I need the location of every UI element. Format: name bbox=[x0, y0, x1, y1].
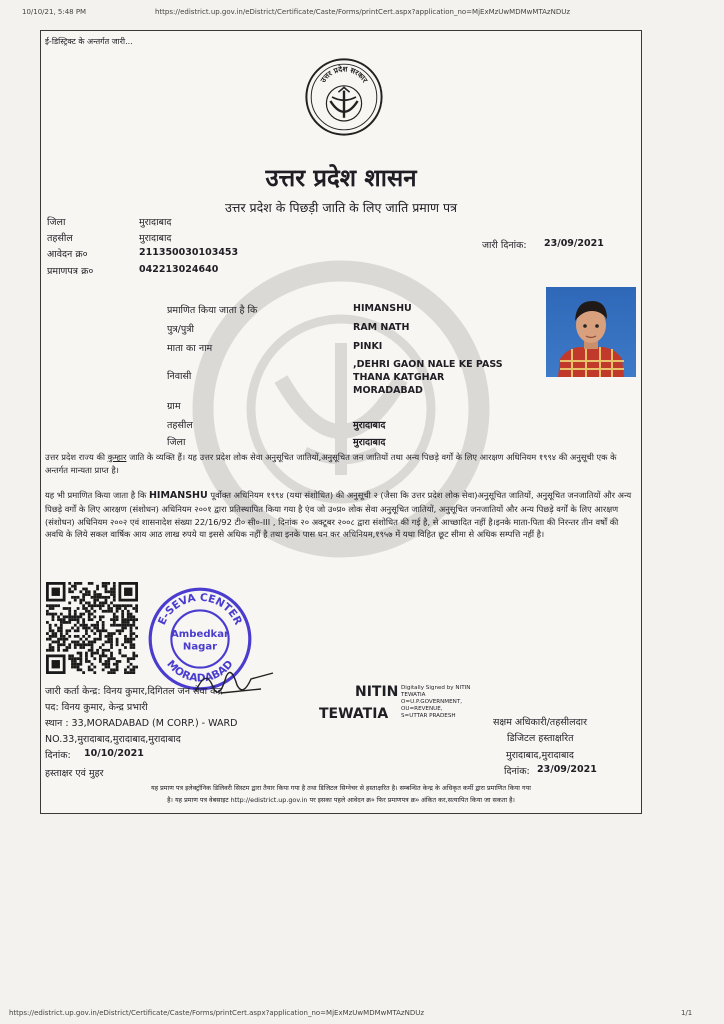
signer-last-name: TEWATIA bbox=[319, 706, 389, 722]
father-label: पुत्र/पुत्री bbox=[167, 324, 194, 335]
authority-date: 23/09/2021 bbox=[537, 764, 597, 775]
application-number: 211350030103453 bbox=[139, 247, 239, 258]
print-timestamp: 10/10/21, 5:48 PM bbox=[22, 8, 87, 16]
dsc-line-3: O=U.P.GOVERNMENT, bbox=[401, 699, 463, 705]
signer-first-name: NITIN bbox=[355, 684, 399, 700]
handwritten-signature bbox=[191, 663, 281, 703]
stamp-ring-bottom-text: MORADABAD bbox=[164, 658, 236, 685]
certification-paragraph bbox=[45, 489, 637, 541]
applicant-name: HIMANSHU bbox=[353, 303, 412, 314]
top-note: ई-डिस्ट्रिक्ट के अन्तर्गत जारी... bbox=[45, 37, 133, 46]
certificate bbox=[40, 30, 642, 814]
certification-paragraph-end: पूर्वोक्त अधिनियम १९९४ (यथा संशोधित) की अनुसूची २ (जैसा कि उत्तर प्रदेश लोक सेवा)अनुसूचित जातियों, अनुसूचित जनजातियों और अन्य पिछड़े वर्गों के लिए आरक्षण (संशोधन) अधिनियम २००१ द्वारा प्रतिस्थापित किया गया है एंव जो उ०प्र० लोक सेवा अनुसूचित जातियों, अनुसूचित जनजातियों और अन्य पिछड़े वर्गों के लिए आरक्षण (संशोधन) अधिनियम २००२ एवं शासनादेश संख्या 22/16/92 टी० सी०-III , दिनांक २० अक्टूबर २००८ द्वारा संशोधित की गई है, से आच्छादित नहीं है।इनके माता-पिता की निरन्तर तीन वर्षों की अवधि के लिये सकल वार्षिक आय आठ लाख रुपये या इससे अधिक नहीं है तथा इनके पास धन कर अधिनियम,१९५७ में यथा विहित छूट सीमा से अधिक सम्पत्ति नहीं है। bbox=[45, 490, 632, 540]
detail-district-value: मुरादाबाद bbox=[353, 437, 386, 448]
mother-label: माता का नाम bbox=[167, 343, 213, 354]
applicant-photo bbox=[546, 287, 636, 377]
father-name: RAM NATH bbox=[353, 322, 410, 333]
stamp-center-text-1: Ambedkar bbox=[171, 628, 229, 640]
footnote-line-1: यह प्रमाण पत्र इलेक्ट्रॉनिक डिलिवरी सिस्टम द्वारा तैयार किया गया है तथा डिजिटल सिग्नेचर से हस्ताक्षरित है। सम्बन्धित केन्द्र के अधिकृत कर्मी द्वारा प्रमाणित किया गया bbox=[151, 784, 531, 792]
print-footer-url: https://edistrict.up.gov.in/eDistrict/Certificate/Caste/Forms/printCert.aspx?application_no=MjExMzUwMDMwMTAzNDUz bbox=[9, 1009, 425, 1017]
up-government-emblem-icon bbox=[304, 57, 384, 137]
print-page-number: 1/1 bbox=[681, 1009, 693, 1017]
detail-tehsil-value: मुरादाबाद bbox=[353, 420, 386, 431]
signature-seal-label: हस्ताक्षर एवं मुहर bbox=[45, 768, 104, 779]
caste-paragraph bbox=[45, 451, 637, 477]
issue-date-label: जारी दिनांक: bbox=[482, 240, 527, 251]
dsc-line-4: OU=REVENUE, bbox=[401, 706, 443, 712]
tehsil-label: तहसील bbox=[47, 233, 73, 244]
dsc-line-1: Digitally Signed by NITIN bbox=[401, 685, 471, 691]
resident-label: निवासी bbox=[167, 371, 192, 382]
village-label: ग्राम bbox=[167, 401, 181, 412]
svg-text:उत्तर प्रदेश सरकार bbox=[318, 64, 370, 85]
svg-text:E-SEVA CENTER bbox=[156, 592, 244, 627]
operator-place: स्थान : 33,MORADABAD (M CORP.) - WARD bbox=[45, 718, 238, 729]
district-value: मुरादाबाद bbox=[139, 217, 172, 228]
operator-date-label: दिनांक: bbox=[45, 750, 71, 761]
certificate-number: 042213024640 bbox=[139, 264, 219, 275]
detail-tehsil-label: तहसील bbox=[167, 420, 193, 431]
mother-name: PINKI bbox=[353, 341, 383, 352]
authority-location: मुरादाबाद,मुरादाबाद bbox=[506, 750, 574, 761]
verification-qr-code bbox=[45, 582, 139, 674]
certified-label: प्रमाणित किया जाता है कि bbox=[167, 305, 258, 316]
print-header-url: https://edistrict.up.gov.in/eDistrict/Certificate/Caste/Forms/printCert.aspx?application_no=MjExMzUwMDMwMTAzNDUz bbox=[155, 8, 571, 16]
tehsil-value: मुरादाबाद bbox=[139, 233, 172, 244]
emblem-arc-text: उत्तर प्रदेश सरकार bbox=[318, 64, 370, 85]
issuing-center: जारी कर्ता केन्द्र: विनय कुमार,दिगितल जन सेवा केंद्र bbox=[45, 686, 223, 697]
address-line-1: ,DEHRI GAON NALE KE PASS bbox=[353, 359, 503, 370]
certificate-subtitle: उत्तर प्रदेश के पिछड़ी जाति के लिए जाति प्रमाण पत्र bbox=[224, 200, 458, 215]
stamp-ring-top-text: E-SEVA CENTER bbox=[155, 591, 245, 627]
operator-post: पद: विनय कुमार, केन्द्र प्रभारी bbox=[45, 702, 148, 713]
address-line-3: MORADABAD bbox=[353, 385, 423, 396]
certificate-title: उत्तर प्रदेश शासन bbox=[265, 164, 417, 192]
application-label: आवेदन क्र० bbox=[47, 249, 88, 260]
certification-paragraph-start: यह भी प्रमाणित किया जाता है कि bbox=[45, 490, 147, 500]
certificate-number-label: प्रमाणपत्र क्र० bbox=[47, 266, 94, 277]
certification-applicant-name: HIMANSHU bbox=[148, 490, 208, 501]
caste-paragraph-end: जाति के व्यक्ति हैं। यह उत्तर प्रदेश लोक सेवा अनुसूचित जातियों,अनुसूचित जन जातियों तथा अन्य पिछड़े वर्गों के लिए आरक्षण अधिनियम १९९४ की अनुसूची एक के अन्तर्गत मान्यता प्राप्त है। bbox=[45, 452, 617, 475]
caste-paragraph-start: उत्तर प्रदेश राज्य की bbox=[45, 452, 105, 462]
stamp-center-text-2: Nagar bbox=[182, 641, 218, 653]
district-label: जिला bbox=[47, 217, 66, 228]
authority-date-label: दिनांक: bbox=[504, 766, 530, 777]
authority-designation: सक्षम अधिकारी/तहसीलदार bbox=[493, 717, 587, 728]
dsc-line-5: S=UTTAR PRADESH bbox=[401, 713, 456, 719]
caste-name: कुम्हार bbox=[107, 452, 127, 462]
operator-ward: NO.33,मुरादाबाद,मुरादाबाद,मुरादाबाद bbox=[45, 734, 181, 745]
detail-district-label: जिला bbox=[167, 437, 186, 448]
dsc-line-2: TEWATIA bbox=[401, 692, 426, 698]
digital-signature-details bbox=[401, 685, 470, 720]
footnote-line-2: है। यह प्रमाण पत्र वेबसाइट http://edistrict.up.gov.in पर इसका पहले आवेदन क्र० फिर प्रमाणपत्र क्र० अंकित कर,सत्यापित किया जा सकता है। bbox=[167, 796, 515, 804]
authority-digital-signed: डिजिटल हस्ताक्षरित bbox=[507, 733, 574, 744]
address-line-2: THANA KATGHAR bbox=[353, 372, 445, 383]
issue-date: 23/09/2021 bbox=[544, 238, 604, 249]
operator-date: 10/10/2021 bbox=[84, 748, 144, 759]
